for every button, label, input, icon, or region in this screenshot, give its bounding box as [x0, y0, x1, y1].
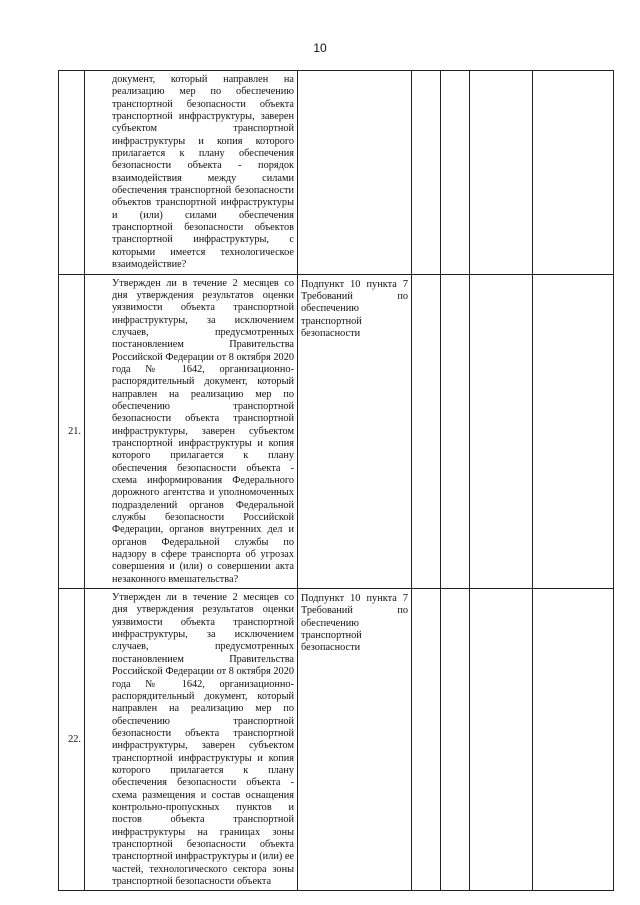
- empty-cell: [533, 71, 614, 275]
- empty-cell: [470, 274, 533, 589]
- empty-cell: [441, 589, 470, 891]
- row-number: 22.: [59, 589, 85, 891]
- empty-cell: [533, 589, 614, 891]
- reference-text: [298, 71, 412, 275]
- empty-cell: [412, 589, 441, 891]
- empty-cell: [412, 71, 441, 275]
- question-text: Утвержден ли в течение 2 месяцев со дня утверждения результатов оценки уязвимости объекта транспортной инфраструктуры, за исключением случаев, предусмотренных постановлением Правительства Российской Федерации от 8 октября 2020 года № 1642, организационно-распорядительный документ, который направлен на реализацию мер по обеспечению транспортной безопасности объекта транспортной инфраструктуры, заверен субъектом транспортной инфраструктуры и копия которого прилагается к плану обеспечения безопасности объекта - схема размещения и состав оснащения контрольно-пропускных пунктов и постов объекта транспортной инфраструктуры на границах зоны транспортной безопасности объекта транспортной инфраструктуры и (или) ее частей, технологического сектора зоны транспортной безопасности объекта: [85, 589, 298, 891]
- question-text: документ, который направлен на реализацию мер по обеспечению транспортной безопасности объекта транспортной инфраструктуры, заверен субъектом транспортной инфраструктуры и копия которого прилагается к плану обеспечения безопасности объекта - порядок взаимодействия между силами обеспечения транспортной безопасности объектов транспортной инфраструктуры и (или) силами обеспечения транспортной безопасности объектов транспортной инфраструктуры, с которыми имеется технологическое взаимодействие?: [85, 71, 298, 275]
- reference-text: Подпункт 10 пункта 7 Требований по обеспечению транспортной безопасности: [298, 274, 412, 589]
- table-row: [59, 274, 614, 589]
- row-number: 21.: [59, 274, 85, 589]
- empty-cell: [441, 71, 470, 275]
- question-text: Утвержден ли в течение 2 месяцев со дня утверждения результатов оценки уязвимости объекта транспортной инфраструктуры, за исключением случаев, предусмотренных постановлением Правительства Российской Федерации от 8 октября 2020 года № 1642, организационно-распорядительный документ, который направлен на реализацию мер по обеспечению транспортной безопасности объекта транспортной инфраструктуры, заверен субъектом транспортной инфраструктуры и копия которого прилагается к плану обеспечения безопасности объекта - схема информирования Федерального дорожного агентства и уполномоченных подразделений органов Федеральной службы безопасности Российской Федерации, органов внутренних дел и органов Федеральной службы по надзору в сфере транспорта об угрозах совершения и (или) о совершении акта незаконного вмешательства?: [85, 274, 298, 589]
- empty-cell: [441, 274, 470, 589]
- empty-cell: [470, 71, 533, 275]
- table-row: [59, 71, 614, 275]
- checklist-table: [58, 70, 614, 891]
- empty-cell: [533, 274, 614, 589]
- table-row: [59, 589, 614, 891]
- reference-text: Подпункт 10 пункта 7 Требований по обеспечению транспортной безопасности: [298, 589, 412, 891]
- empty-cell: [412, 274, 441, 589]
- page-number: 10: [313, 41, 327, 55]
- empty-cell: [470, 589, 533, 891]
- row-number: [59, 71, 85, 275]
